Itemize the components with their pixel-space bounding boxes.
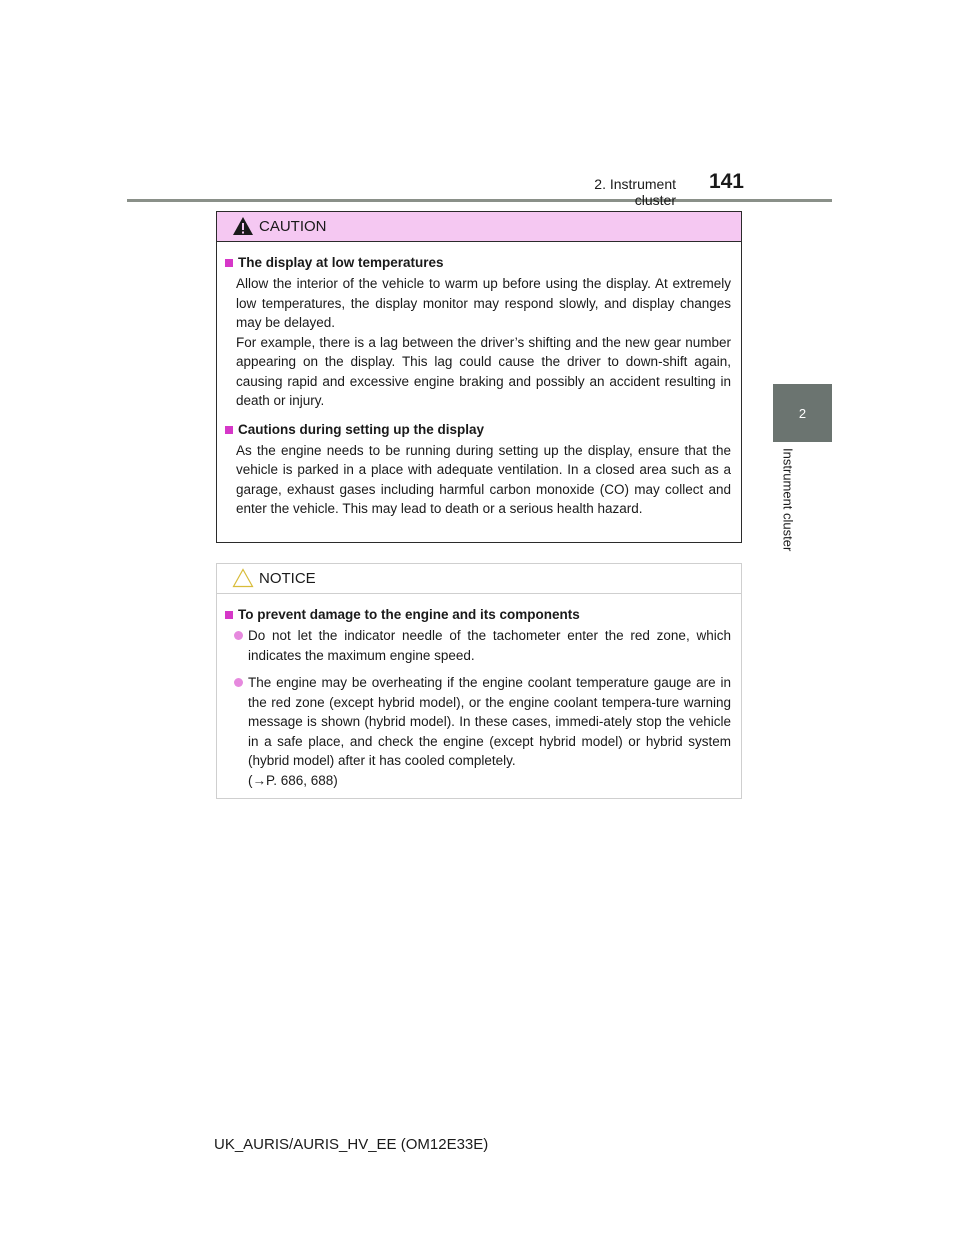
caution-item [225,419,733,519]
round-bullet-icon [234,631,243,640]
chapter-label: Instrument cluster [780,448,796,552]
square-bullet-icon [225,611,233,619]
chapter-tab[interactable] [773,384,832,442]
notice-box [216,563,742,799]
notice-bullet [225,626,733,665]
header-rule [127,199,832,202]
warning-triangle-icon [232,216,254,236]
notice-bullet-text: Do not let the indicator needle of the tachometer enter the red zone, which indicates the maximum engine speed. [248,628,731,663]
caution-heading: CAUTION [259,218,327,235]
caution-item-text: For example, there is a lag between the driver’s shifting and the new gear number appearing on the display. This lag could cause the driver to down-shift again, causing rapid and excessive engine braking and possibly an accident resulting in death or injury. [236,334,731,408]
page-reference-link[interactable]: (→P. 686, 688) [248,772,338,788]
caution-item-title: The display at low temperatures [238,255,444,270]
caution-header [217,212,741,242]
square-bullet-icon [225,259,233,267]
section-title: 2. Instrument cluster [594,176,676,208]
caution-item-title: Cautions during setting up the display [238,421,485,437]
chapter-number: 2 [798,405,807,421]
notice-heading: NOTICE [259,570,316,587]
caution-box [216,211,742,543]
page-number: 141 [708,170,744,193]
notice-bullet [225,673,733,790]
notice-header [217,564,741,594]
caution-item-text: As the engine needs to be running during setting up the display, ensure that the vehicle is parked in a place with adequate ventilation. In a closed area such as a garage, exhaust gases including harmful carbon monoxide (CO) may collect and enter the vehicle. This may lead to death or a serious health hazard. [236,442,731,516]
caution-item-text: Allow the interior of the vehicle to warm up before using the display. At extremely low temperatures, the display monitor may respond slowly, and display changes may be delayed. [236,276,731,330]
model-code: UK_AURIS/AURIS_HV_EE (OM12E33E) [214,1136,489,1153]
caution-item [225,252,733,411]
square-bullet-icon [225,426,233,434]
round-bullet-icon [234,678,243,687]
notice-title: To prevent damage to the engine and its components [238,607,580,622]
warning-outline-icon [232,568,254,588]
notice-bullet-text: The engine may be overheating if the engine coolant temperature gauge are in the red zone (except hybrid model), or the engine coolant tempera-ture warning message is shown (hybrid model). In these cases, immedi-ately stop the vehicle in a safe place, and check the engine (except hybrid model) or hybrid system (hybrid model) after it has cooled completely. [248,675,731,768]
